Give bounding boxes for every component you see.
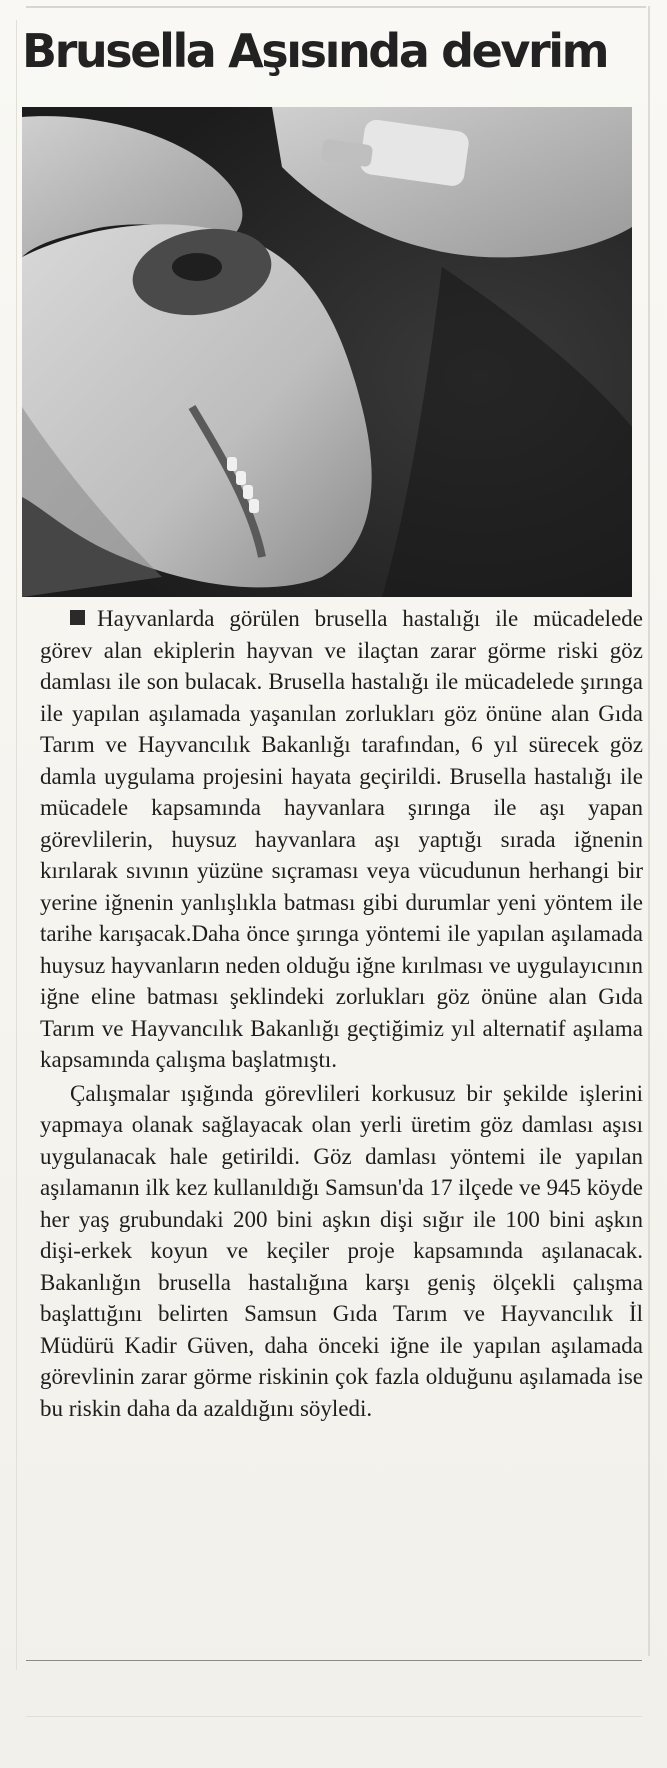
square-bullet-icon (70, 610, 85, 625)
article-headline: Brusella Aşısında devrim (22, 24, 608, 78)
paragraph-1-text: Hayvanlarda görülen brusella hastalığı ile mücadelede görev alan ekiplerin hayvan ve ilaçtan zarar görme riski göz damlası ile son bulacak. Brusella hastalığı ile mücadelede şırınga ile yapılan aşılamada yaşanılan zorlukları göz önüne alan Gıda Tarım ve Hayvancılık Bakanlığı tarafından, 6 yıl sürecek göz damla uygulama projesini hayata geçirildi. Brusella hastalığı ile mücadele kapsamında hayvanlara şırınga ile aşı yapan görevlilerin, huysuz hayvanlara aşı yaptığı sırada iğnenin kırılarak sıvının yüzüne sıçraması veya vücudunun herhangi bir yerine iğnenin yanlışlıkla batması gibi durumlar yeni yöntem ile tarihe karışacak.Daha önce şırınga yöntemi ile yapılan aşılamada huysuz hayvanların neden olduğu iğne kırılması ve uygulayıcının iğne eline batması şeklindeki zorlukları göz önüne alan Gıda Tarım ve Hayvancılık Bakanlığı geçtiğimiz yıl alternatif aşılama kapsamında çalışma başlatmıştı. (40, 606, 643, 1072)
article-body (40, 603, 643, 1424)
article-photo (22, 107, 632, 597)
article-paragraph-1 (40, 603, 643, 1076)
sheep-eye-drop-photo-icon (22, 107, 632, 597)
bottom-divider-faint (26, 1716, 642, 1717)
clipping-right-edge (648, 6, 650, 1656)
bottom-divider (26, 1660, 642, 1661)
clipping-top-edge (26, 6, 646, 8)
article-paragraph-2: Çalışmalar ışığında görevlileri korkusuz bir şekilde işlerini yapmaya olanak sağlayacak olan yerli üretim göz damlası aşısı uygulanacak hale getirildi. Göz damlası yöntemi ile yapılan aşılamanın ilk kez kullanıldığı Samsun'da 17 ilçede ve 945 köyde her yaş grubundaki 200 bini aşkın dişi sığır ile 100 bini aşkın dişi-erkek koyun ve keçiler proje kapsamında aşılanacak. Bakanlığın brusella hastalığına karşı geniş ölçekli çalışma başlattığını belirten Samsun Gıda Tarım ve Hayvancılık İl Müdürü Kadir Güven, daha önceki iğne ile yapılan aşılamada görevlinin zarar görme riskinin çok fazla olduğunu aşılamada ise bu riskin daha da azaldığını söyledi. (40, 1080, 643, 1421)
clipping-left-edge (16, 20, 17, 1670)
